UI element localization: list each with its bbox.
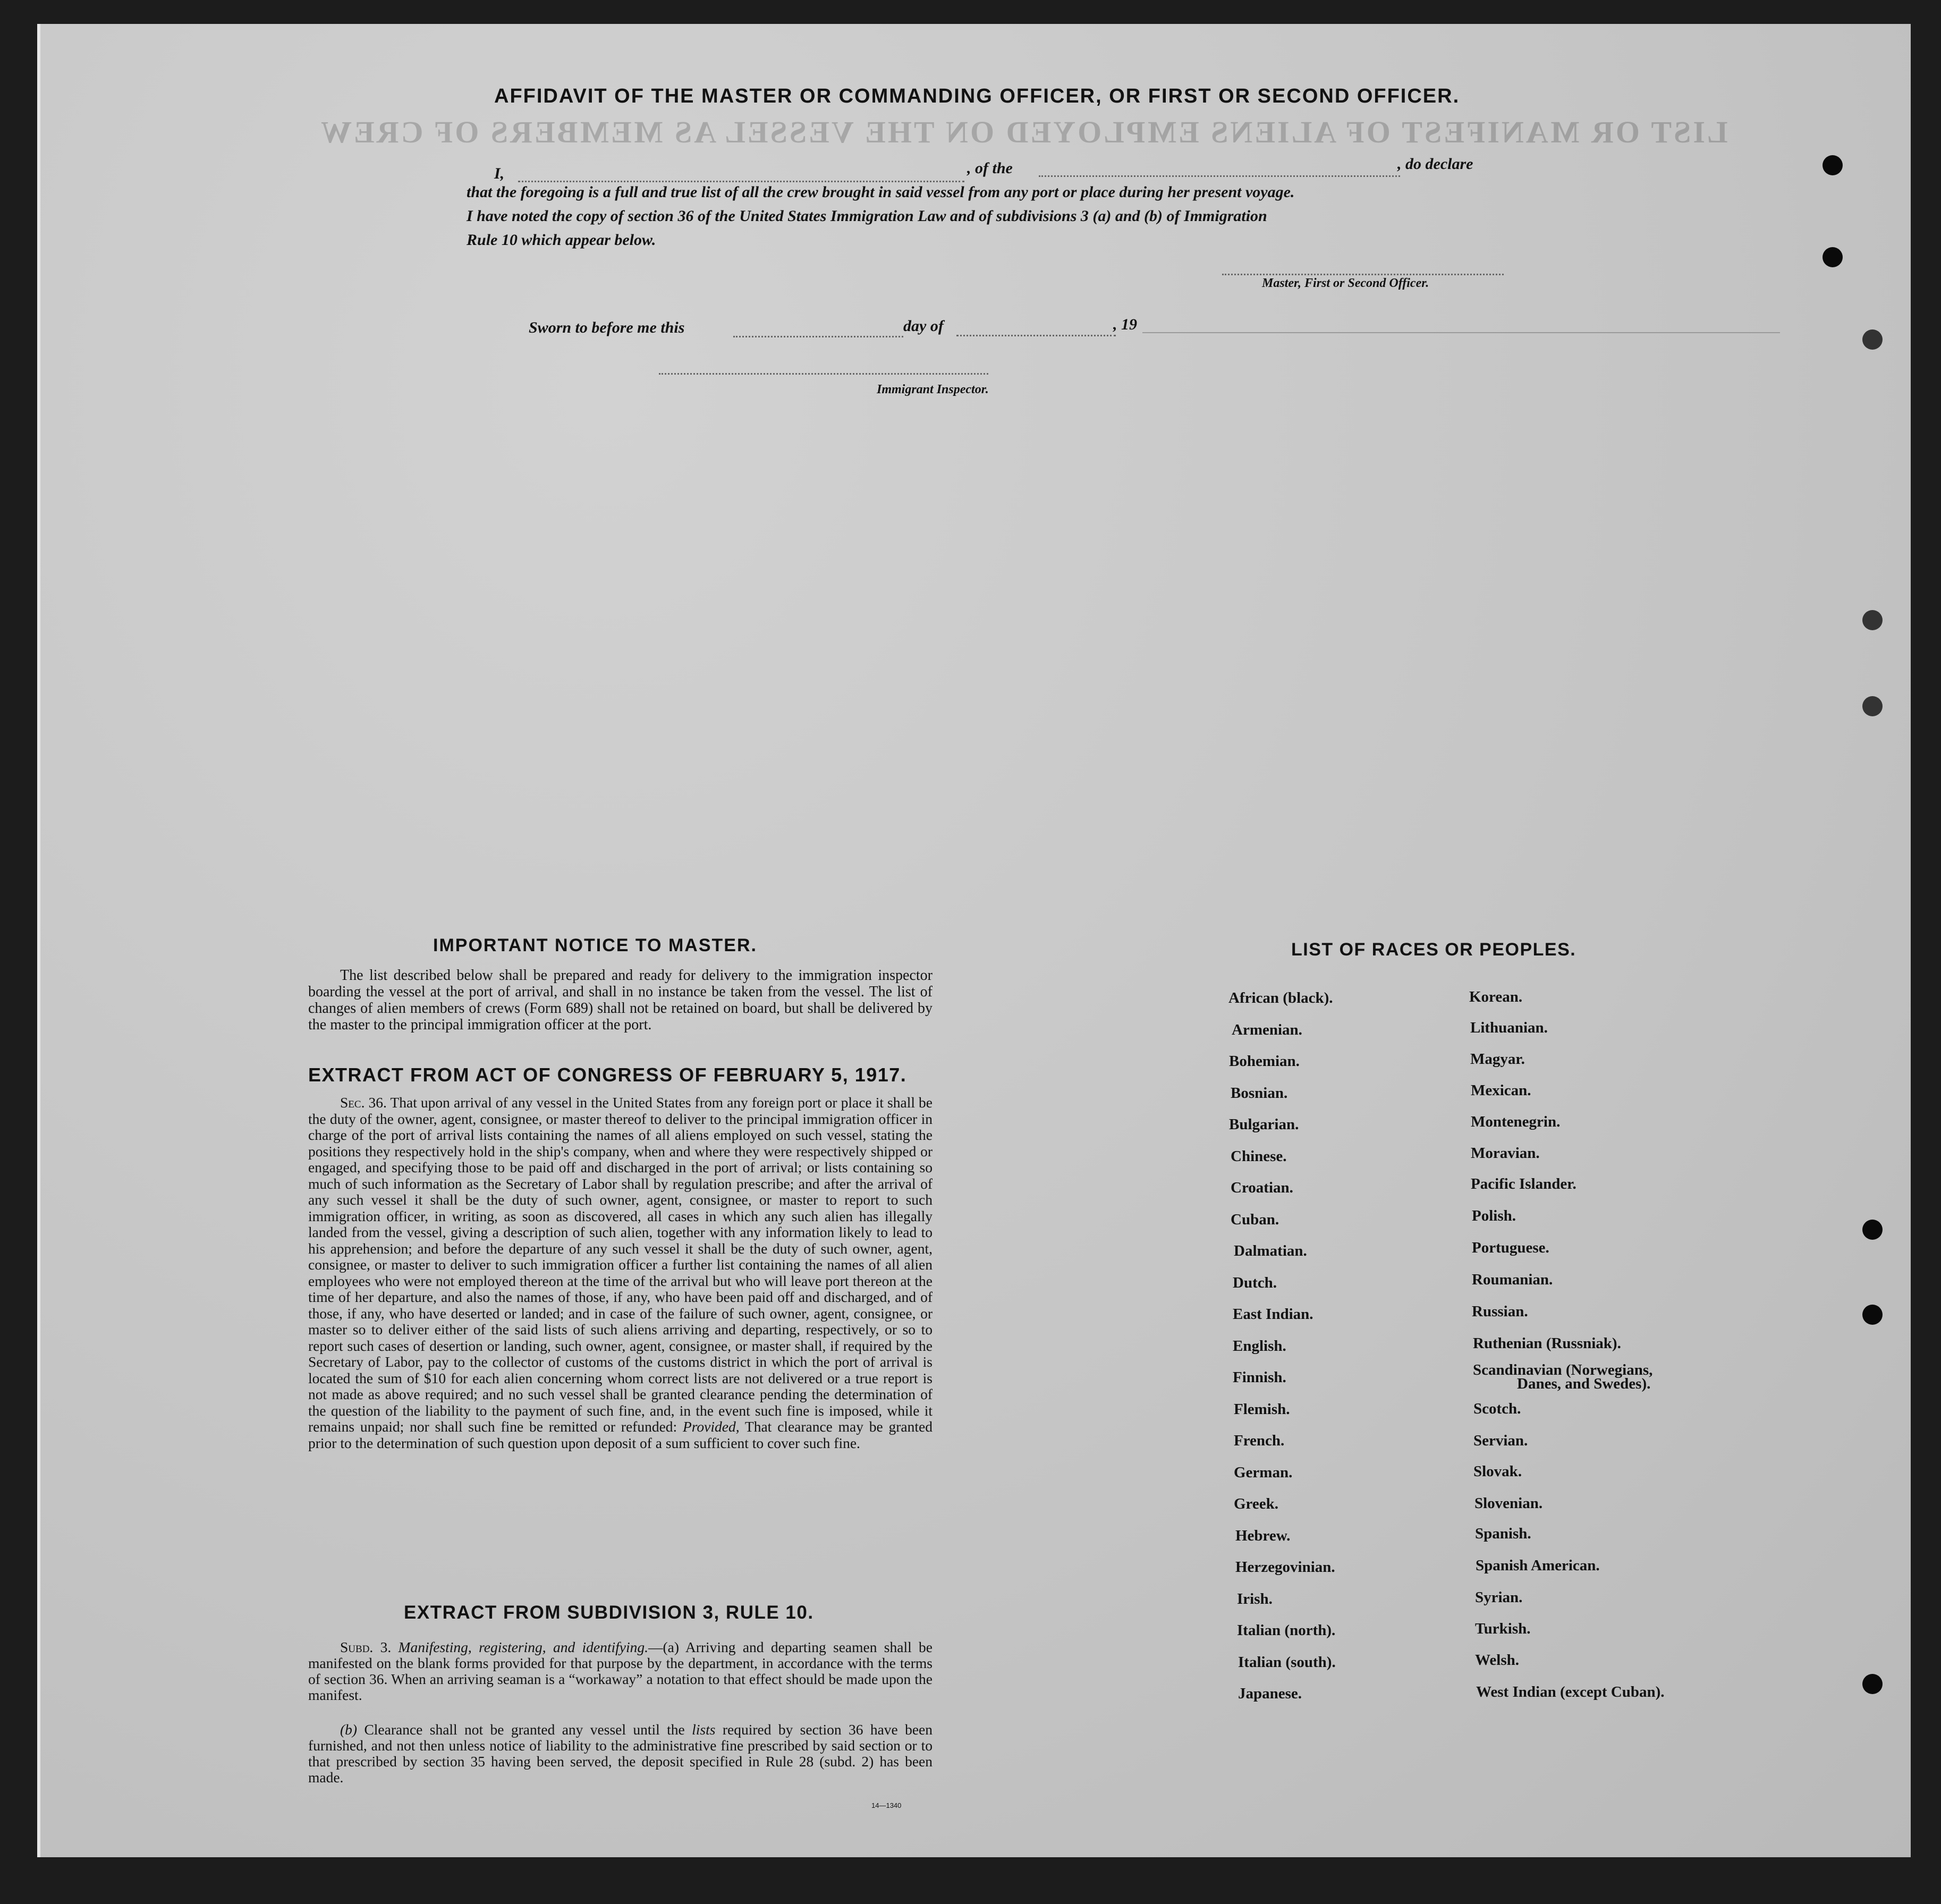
race-item: Cuban. <box>1231 1211 1279 1228</box>
race-item: Herzegovinian. <box>1235 1559 1335 1576</box>
race-item: Moravian. <box>1471 1145 1540 1162</box>
race-item: Lithuanian. <box>1470 1019 1548 1036</box>
act-provided: Provided, <box>682 1418 740 1435</box>
race-item: Finnish. <box>1233 1369 1286 1386</box>
sworn-month-field[interactable] <box>956 335 1116 336</box>
race-item: Turkish. <box>1475 1620 1531 1637</box>
bleed-through-rule <box>1142 332 1780 333</box>
race-item: English. <box>1233 1337 1286 1355</box>
punch-hole-icon <box>1823 247 1843 267</box>
punch-hole-icon <box>1862 696 1883 716</box>
race-item: Ruthenian (Russniak). <box>1473 1335 1621 1352</box>
act-heading: EXTRACT FROM ACT OF CONGRESS OF FEBRUARY 5, 1917. <box>308 1064 907 1086</box>
race-item: Spanish. <box>1475 1525 1531 1542</box>
race-item: Scotch. <box>1473 1400 1521 1417</box>
punch-hole-icon <box>1823 155 1843 175</box>
rule-b-label: (b) <box>340 1721 358 1738</box>
race-item: Welsh. <box>1475 1652 1519 1669</box>
race-item: Montenegrin. <box>1471 1113 1561 1130</box>
race-item: Hebrew. <box>1235 1527 1291 1544</box>
affidavit-of-the: , of the <box>967 159 1013 177</box>
inspector-label: Immigrant Inspector. <box>877 383 989 396</box>
rule-a-body: —(a) Arriving and departing seamen shall be manifested on the blank forms provided for that purpose by the department, in accordance with the terms of section 36. When an arriving seaman is a “workaway” a notation to that effect should be made upon the manifest. <box>308 1639 933 1703</box>
sworn-day-field[interactable] <box>733 336 903 337</box>
day-of-text: day of <box>903 317 944 335</box>
punch-hole-icon <box>1862 1220 1883 1240</box>
race-scandinavian-cont: Danes, and Swedes). <box>1517 1375 1651 1392</box>
race-item: Slovak. <box>1473 1463 1522 1480</box>
race-item: Roumanian. <box>1472 1271 1553 1288</box>
race-item: Portuguese. <box>1472 1239 1549 1256</box>
affidavit-i: I, <box>494 165 505 182</box>
punch-hole-icon <box>1862 329 1883 350</box>
race-item: Slovenian. <box>1474 1495 1543 1512</box>
notice-heading: IMPORTANT NOTICE TO MASTER. <box>433 935 757 955</box>
race-item: German. <box>1234 1463 1293 1481</box>
affidavit-line-2: that the foregoing is a full and true list of all the crew brought in said vessel from any port or place during her present voyage. <box>467 183 1295 201</box>
race-item: Armenian. <box>1232 1021 1302 1038</box>
affidavit-heading: AFFIDAVIT OF THE MASTER OR COMMANDING OFFICER, OR FIRST OR SECOND OFFICER. <box>494 85 1460 107</box>
year-text: , 19 <box>1113 316 1137 333</box>
affidavit-do-declare: , do declare <box>1397 155 1473 173</box>
act-text <box>308 1095 933 1451</box>
manifest-page <box>37 24 1911 1857</box>
race-item: Irish. <box>1237 1590 1273 1607</box>
race-item: Pacific Islander. <box>1471 1175 1576 1192</box>
sworn-text: Sworn to before me this <box>529 319 685 336</box>
race-item: African (black). <box>1228 989 1333 1006</box>
master-signature-line[interactable] <box>1222 274 1504 275</box>
race-item: Dalmatian. <box>1234 1242 1307 1259</box>
race-item: Dutch. <box>1233 1274 1277 1291</box>
races-heading: LIST OF RACES OR PEOPLES. <box>1291 940 1576 960</box>
race-item: Scandinavian (Norwegians, <box>1473 1361 1653 1378</box>
master-name-field[interactable] <box>518 181 964 182</box>
notice-text: The list described below shall be prepared and ready for delivery to the immigration inspector boarding the vessel at the port of arrival, and shall in no instance be taken from the vessel. The list of changes of alien members of crews (Form 689) shall not be retained on board, but shall be delivered by the master to the principal immigration officer at the port. <box>308 967 933 1033</box>
affidavit-line-4: Rule 10 which appear below. <box>467 231 656 249</box>
form-number: 14—1340 <box>871 1801 902 1809</box>
race-item: Spanish American. <box>1476 1557 1600 1574</box>
punch-hole-icon <box>1862 610 1883 630</box>
rule-subd-title: Manifesting, registering, and identifying. <box>398 1639 649 1655</box>
vessel-name-field[interactable] <box>1039 175 1400 177</box>
rule-heading: EXTRACT FROM SUBDIVISION 3, RULE 10. <box>404 1602 814 1623</box>
race-item: Italian (south). <box>1238 1653 1336 1671</box>
punch-hole-icon <box>1862 1305 1883 1325</box>
act-body-end: That clearance may be granted prior to the determination of such question upon deposit of a sum sufficient to cover such fine. <box>308 1418 933 1451</box>
affidavit-line-3: I have noted the copy of section 36 of the United States Immigration Law and of subdivisions 3 (a) and (b) of Immigration <box>467 207 1267 225</box>
race-item: Italian (north). <box>1237 1622 1336 1639</box>
rule-b-lists: lists <box>692 1721 716 1738</box>
race-item: Japanese. <box>1238 1685 1302 1702</box>
bleed-through-heading: LIST OR MANIFEST OF ALIENS EMPLOYED ON THE VESSEL AS MEMBERS OF CREW <box>319 115 1728 149</box>
rule-b-body-2: required by section 36 have been furnished, and not then unless notice of liability to the administrative fine prescribed by said section or to that prescribed by section 35 having been served, the deposit specified in Rule 28 (subd. 2) has been made. <box>308 1721 933 1785</box>
rule-a-text <box>308 1639 933 1703</box>
race-item: Greek. <box>1234 1495 1279 1512</box>
race-item: Flemish. <box>1234 1400 1290 1418</box>
race-item: French. <box>1234 1432 1285 1449</box>
rule-subd-label: Subd. 3. <box>340 1639 392 1655</box>
master-signature-label: Master, First or Second Officer. <box>1262 276 1429 290</box>
punch-hole-icon <box>1862 1674 1883 1694</box>
race-item: West Indian (except Cuban). <box>1476 1683 1665 1700</box>
race-item: Bosnian. <box>1231 1084 1288 1102</box>
race-item: Polish. <box>1472 1207 1516 1224</box>
race-item: Syrian. <box>1475 1589 1523 1606</box>
act-section-label: Sec. 36. <box>340 1094 387 1111</box>
race-item: Chinese. <box>1231 1147 1287 1165</box>
race-item: East Indian. <box>1233 1306 1313 1323</box>
act-body: That upon arrival of any vessel in the United States from any foreign port or place it shall be the duty of the owner, agent, consignee, or master thereof to deliver to the principal immigration officer in charge of the port of arrival lists containing the names of all aliens employed on such vessel, stating the positions they respectively hold in the ship's company, when and where they were respectively shipped or engaged, and specifying those to be paid off and discharged in the port of arrival; or lists containing so much of such information as the Secretary of Labor shall by regulation prescribe; and after the arrival of any such vessel it shall be the duty of such owner, agent, consignee, or master to report to such immigration officer, in writing, as soon as discovered, all cases in which any such alien has illegally landed from the vessel, giving a description of such alien, together with any information likely to lead to his apprehension; and before the departure of any such vessel it shall be the duty of such owner, agent, consignee, or master to deliver to such immigration officer a further list containing the names of all alien employees who were not employed thereon at the time of the arrival but who will leave port thereon at the time of her departure, and also the names of those, if any, who have been paid off and discharged, and of those, if any, who have deserted or landed; and in case of the failure of such owner, agent, consignee, or master so to deliver either of the said lists of such aliens arriving and departing, respectively, or so to report such cases of desertion or landing, such owner, agent, consignee, or master shall, if required by the Secretary of Labor, pay to the collector of customs of the customs district in which the port of arrival is located the sum of $10 for each alien concerning whom correct lists are not delivered or a true report is not made as above required; and no such vessel shall be granted clearance pending the determination of the question of the liability to the payment of such fine, and, in the event such fine is imposed, while it remains unpaid; nor shall such fine be remitted or refunded: <box>308 1094 933 1435</box>
race-item: Magyar. <box>1470 1051 1525 1068</box>
race-item: Bohemian. <box>1229 1053 1300 1070</box>
race-item: Russian. <box>1472 1303 1528 1320</box>
race-item: Bulgarian. <box>1229 1116 1299 1133</box>
race-item: Croatian. <box>1231 1179 1293 1196</box>
rule-b-text <box>308 1722 933 1785</box>
race-item: Korean. <box>1469 988 1523 1005</box>
rule-b-body: Clearance shall not be granted any vessel until the <box>364 1721 685 1738</box>
race-item: Servian. <box>1473 1432 1528 1449</box>
inspector-signature-line[interactable] <box>659 373 988 375</box>
race-item: Mexican. <box>1471 1082 1531 1099</box>
